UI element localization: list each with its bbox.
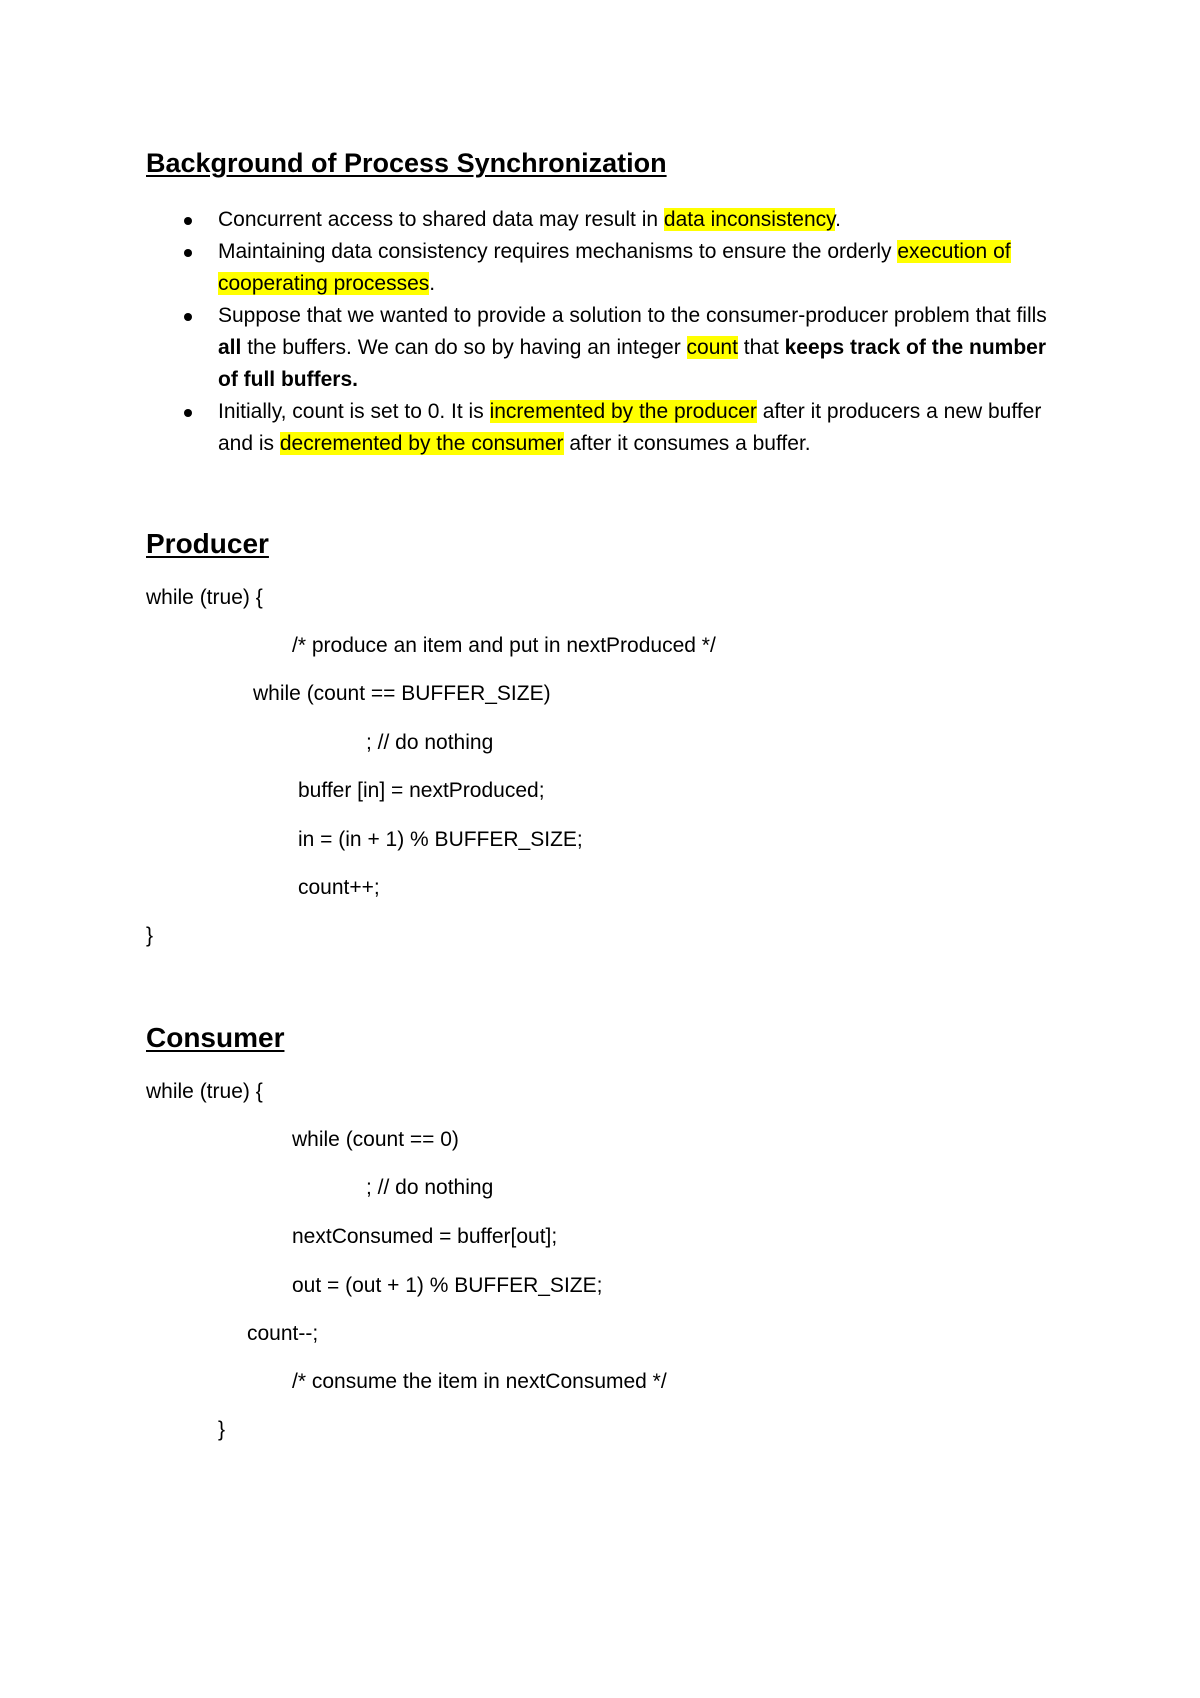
code-line: count--; <box>247 1322 319 1345</box>
bullet-item: Initially, count is set to 0. It is incremented by the producer after it producers a new buffer and is decremented by the consumer after it consumes a buffer. <box>146 396 1066 460</box>
highlight: decremented by the consumer <box>279 432 564 455</box>
highlight: count <box>686 336 738 359</box>
code-line: while (true) { <box>146 1080 263 1103</box>
producer-heading: Producer <box>146 528 269 559</box>
code-line: buffer [in] = nextProduced; <box>298 779 545 802</box>
bullet-dot-icon <box>184 409 192 417</box>
highlight: incremented by the producer <box>489 400 757 423</box>
bold-text: all <box>218 336 242 359</box>
code-line: while (true) { <box>146 586 263 609</box>
bullet-dot-icon <box>184 249 192 257</box>
code-line: count++; <box>298 876 380 899</box>
code-line: in = (in + 1) % BUFFER_SIZE; <box>298 828 583 851</box>
code-line: while (count == 0) <box>292 1128 459 1151</box>
code-line: out = (out + 1) % BUFFER_SIZE; <box>292 1274 603 1297</box>
code-line: } <box>218 1418 226 1441</box>
background-bullet-list <box>146 204 1066 460</box>
code-line: nextConsumed = buffer[out]; <box>292 1225 558 1248</box>
background-heading: Background of Process Synchronization <box>146 148 667 178</box>
code-line: /* consume the item in nextConsumed */ <box>292 1370 667 1393</box>
bold-text: keeps track of the number of full buffers. <box>218 336 1047 391</box>
bullet-dot-icon <box>184 217 192 225</box>
bullet-dot-icon <box>184 313 192 321</box>
bullet-item: Maintaining data consistency requires mechanisms to ensure the orderly execution of cooperating processes. <box>146 236 1066 300</box>
code-line: } <box>146 924 154 947</box>
highlight: execution of cooperating processes <box>218 240 1011 295</box>
bullet-item: Suppose that we wanted to provide a solution to the consumer-producer problem that fills all the buffers. We can do so by having an integer count that keeps track of the number of full buffers. <box>146 300 1066 396</box>
code-line: while (count == BUFFER_SIZE) <box>253 682 551 705</box>
consumer-heading: Consumer <box>146 1022 285 1053</box>
bullet-item: Concurrent access to shared data may result in data inconsistency. <box>146 204 1066 236</box>
highlight: data inconsistency <box>663 208 836 231</box>
code-line: ; // do nothing <box>366 1176 494 1199</box>
code-line: /* produce an item and put in nextProduced */ <box>292 634 716 657</box>
code-line: ; // do nothing <box>366 731 494 754</box>
